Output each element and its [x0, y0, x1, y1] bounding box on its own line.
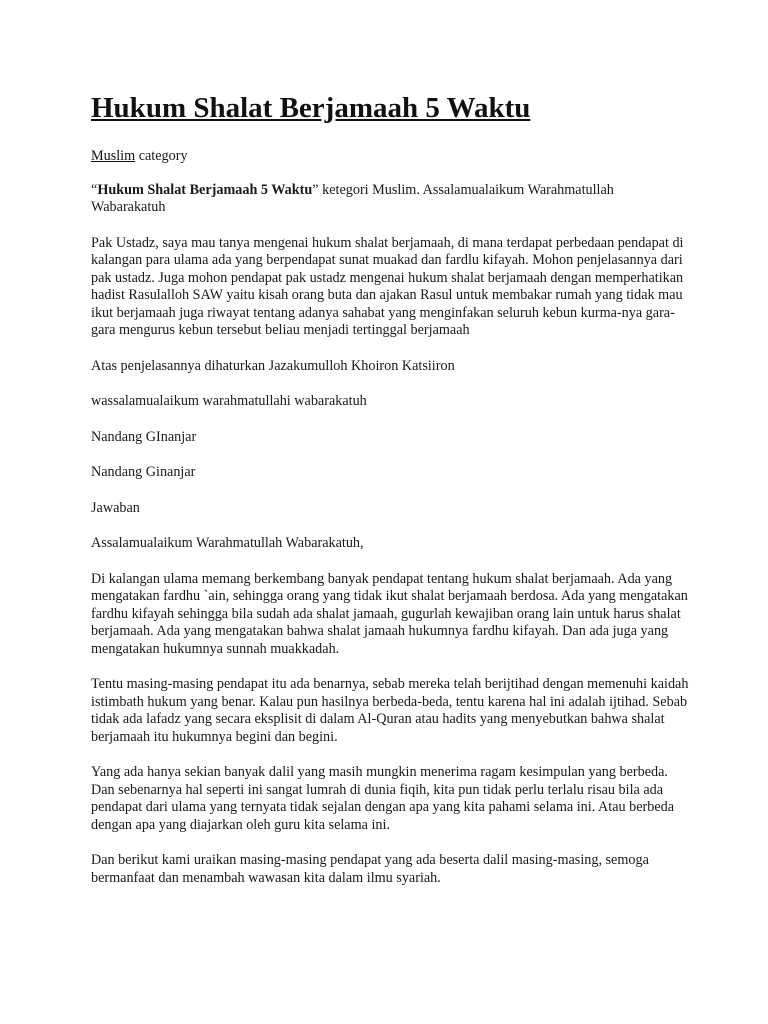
open-quote: “ [91, 181, 98, 198]
intro-paragraph [91, 182, 691, 217]
question-paragraph: Pak Ustadz, saya mau tanya mengenai hukum shalat berjamaah, di mana terdapat perbedaan pendapat di kalangan para ulama ada yang berpendapat sunat muakad dan fardlu kifayah. Mohon penjelasannya dari pak ustadz. Juga mohon pendapat pak ustadz mengenai hukum shalat berjamaah dengan memperhatikan hadist Rasulalloh SAW yaitu kisah orang buta dan ajakan Rasul untuk membakar rumah yang tidak mau ikut berjamaah juga riwayat tentang adanya sahabat yang menginfakan seluruh kebun kurma-nya gara-gara mengurus kebun tersebut beliau menjadi tertinggal berjamaah [91, 234, 684, 338]
answer-paragraph-1: Di kalangan ulama memang berkembang banyak pendapat tentang hukum shalat berjamaah. Ada yang mengatakan fardhu `ain, sehingga orang yang tidak ikut shalat berjamaah berdosa. Ada yang mengatakan fardhu kifayah sehingga bila sudah ada shalat jamaah, gugurlah kewajiban orang lain untuk harus shalat berjamaah. Ada yang mengatakan bahwa shalat jamaah hukumnya fardhu kifayah. Dan ada juga yang mengatakan hukumnya sunnah muakkadah. [91, 570, 688, 657]
answer-paragraph-3: Yang ada hanya sekian banyak dalil yang masih mungkin menerima ragam kesimpulan yang berbeda. Dan sebenarnya hal seperti ini sangat lumrah di dunia fiqih, kita pun tidak perlu terlalu risau bila ada pendapat dari ulama yang ternyata tidak sejalan dengan apa yang kita pahami selama ini. Atau berbeda dengan apa yang diajarkan oleh guru kita selama ini. [91, 764, 675, 833]
answer-paragraph-2: Tentu masing-masing pendapat itu ada benarnya, sebab mereka telah berijtihad dengan memenuhi kaidah istimbath hukum yang benar. Kalau pun hasilnya berbeda-beda, tentu karena hal ini adalah ijtihad. Sebab tidak ada lafadz yang secara eksplisit di dalam Al-Quran atau hadits yang menyebutkan bahwa shalat berjamaah itu hukumnya begini dan begini. [91, 676, 689, 745]
category-suffix: category [135, 148, 188, 164]
answer-heading: Jawaban [91, 499, 140, 516]
answer-greeting: Assalamualaikum Warahmatullah Wabarakatuh, [91, 535, 364, 551]
intro-rest: ketegori Muslim. Assalamualaikum Warahmatullah Wabarakatuh [91, 181, 614, 215]
author-name-2: Nandang Ginanjar [91, 464, 196, 480]
thanks-line: Atas penjelasannya dihaturkan Jazakumulloh Khoiron Katsiiron [91, 357, 455, 374]
closing-greeting: wassalamualaikum warahmatullahi wabarakatuh [91, 393, 367, 409]
author-name-1: Nandang GInanjar [91, 428, 197, 445]
close-quote: ” [312, 181, 319, 198]
category-link[interactable]: Muslim [91, 148, 136, 164]
document-content [91, 88, 691, 887]
category-line [91, 148, 691, 166]
page-title: Hukum Shalat Berjamaah 5 Waktu [91, 92, 531, 124]
intro-bold-title: Hukum Shalat Berjamaah 5 Waktu [97, 181, 313, 198]
answer-paragraph-4: Dan berikut kami uraikan masing-masing pendapat yang ada beserta dalil masing-masing, semoga bermanfaat dan menambah wawasan kita dalam ilmu syariah. [91, 852, 649, 886]
